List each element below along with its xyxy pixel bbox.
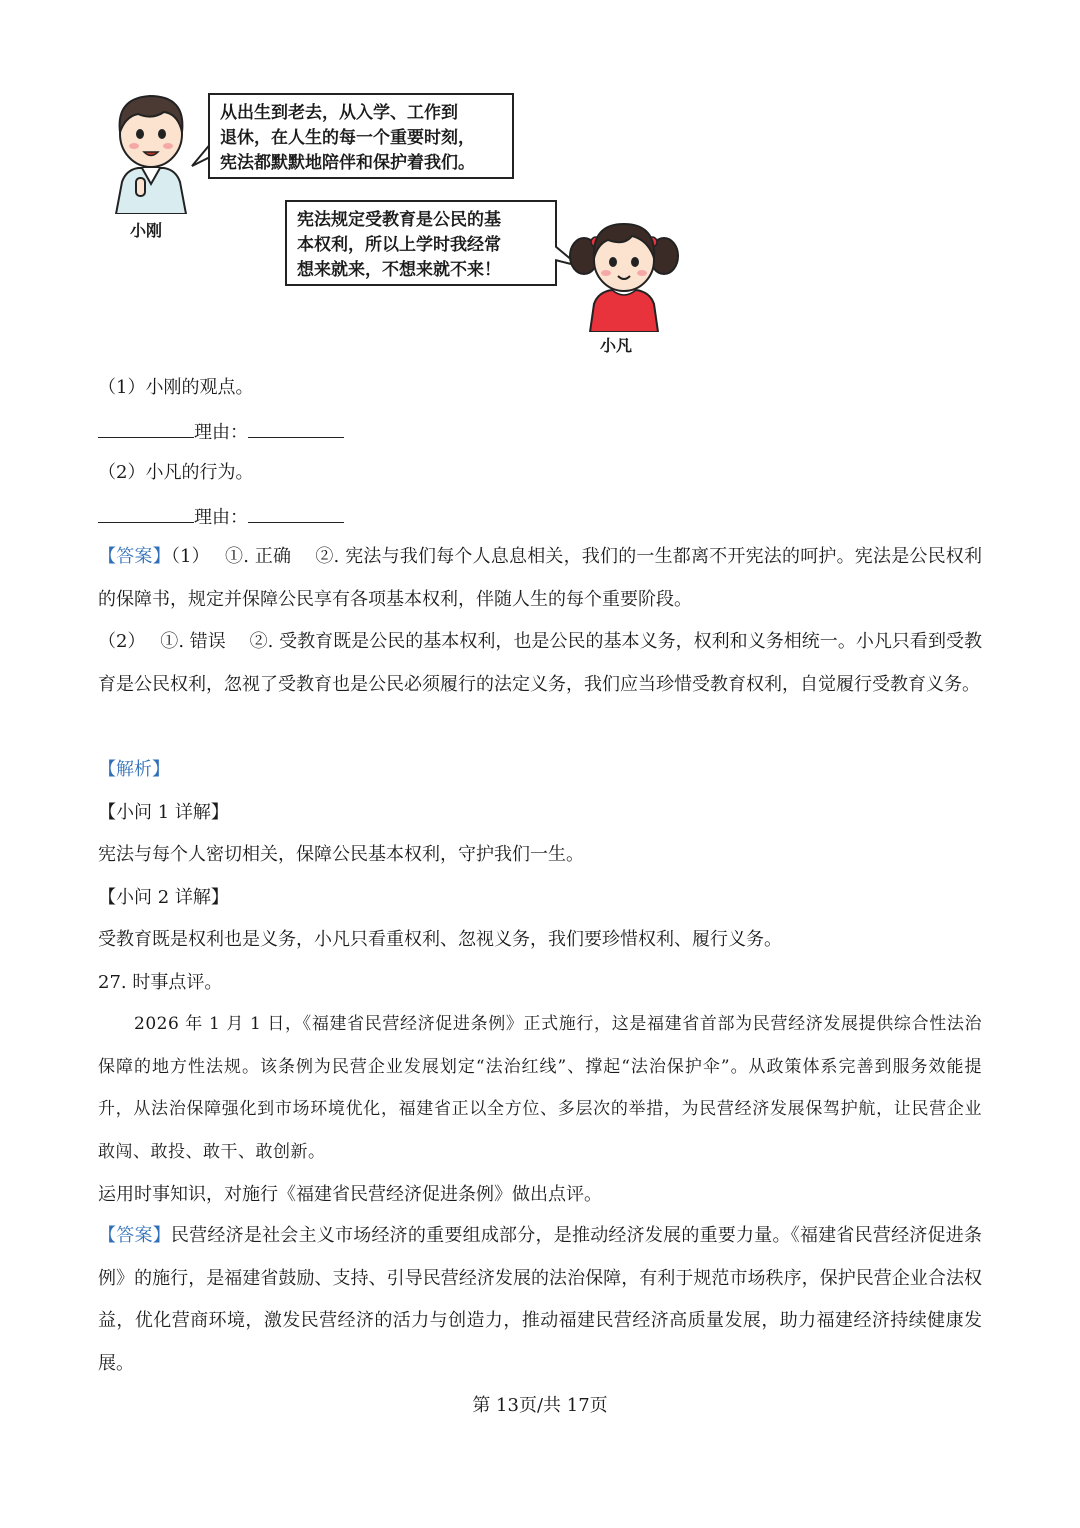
answer-27-text: 民营经济是社会主义市场经济的重要组成部分，是推动经济发展的重要力量。《福建省民营经济促进条例》的施行，是福建省鼓励、支持、引导民营经济发展的法治保障，有利于规范市场秩序，保护民营企业合法权益，优化营商环境，激发民营经济的活力与创造力，推动福建民营经济高质量发展，助力福建经济持续健康发展。 <box>98 1225 983 1374</box>
answer-blank <box>98 504 194 523</box>
answer-27-paragraph <box>98 1215 982 1385</box>
answer-blank <box>248 419 344 438</box>
sub-question-1-text: 宪法与每个人密切相关，保障公民基本权利，守护我们一生。 <box>98 844 584 865</box>
question-1-label: （1）小刚的观点。 <box>98 377 254 398</box>
girl-name: 小凡 <box>600 336 633 355</box>
question-1-reason-line <box>98 419 344 445</box>
answer-1-paragraph <box>98 536 982 621</box>
sub-question-2-title: 【小问 2 详解】 <box>98 887 229 908</box>
answer-tag: 【答案】 <box>98 546 171 567</box>
question-2-label: （2）小凡的行为。 <box>98 462 254 483</box>
sub-question-1-title: 【小问 1 详解】 <box>98 802 229 823</box>
question-27-news: 2026 年 1 月 1 日，《福建省民营经济促进条例》正式施行，这是福建省首部为民营经济发展提供综合性法治保障的地方性法规。该条例为民营企业发展划定“法治红线”、撑起“法治保护伞”。从政策体系完善到服务效能提升，从法治保障强化到市场环境优化，福建省正以全方位、多层次的举措，为民营经济发展保驾护航，让民营企业敢闯、敢投、敢干、敢创新。 <box>98 1014 982 1162</box>
answer-blank <box>248 504 344 523</box>
answer-blank <box>98 419 194 438</box>
boy-illustration <box>108 92 194 214</box>
question-27-title: 27. 时事点评。 <box>98 972 223 993</box>
question-27-prompt: 运用时事知识，对施行《福建省民营经济促进条例》做出点评。 <box>98 1184 602 1205</box>
answer-tag: 【答案】 <box>98 1225 171 1246</box>
answer-1-text: （1） ①. 正确 ②. 宪法与我们每个人息息相关，我们的一生都离不开宪法的呵护。宪法是公民权利的保障书，规定并保障公民享有各项基本权利，伴随人生的每个重要阶段。 <box>98 546 983 610</box>
question-2-reason-line <box>98 504 344 530</box>
reason-label: 理由： <box>194 422 248 443</box>
girl-speech-bubble: 宪法规定受教育是公民的基 本权利，所以上学时我经常 想来就来，不想来就不来！ <box>285 200 557 286</box>
boy-speech-bubble: 从出生到老去，从入学、工作到 退休，在人生的每一个重要时刻， 宪法都默默地陪伴和保护着我们。 <box>208 93 514 179</box>
sub-question-2-text: 受教育既是权利也是义务，小凡只看重权利、忽视义务，我们要珍惜权利、履行义务。 <box>98 929 782 950</box>
page-footer: 第 13页/共 17页 <box>472 1395 608 1416</box>
analysis-tag: 【解析】 <box>98 759 170 780</box>
reason-label: 理由： <box>194 507 248 528</box>
answer-2-paragraph: （2） ①. 错误 ②. 受教育既是公民的基本权利，也是公民的基本义务，权利和义务相统一。小凡只看到受教育是公民权利，忽视了受教育也是公民必须履行的法定义务，我们应当珍惜受教育权利，自觉履行受教育义务。 <box>98 631 982 695</box>
girl-illustration <box>568 216 680 332</box>
boy-name: 小刚 <box>130 221 163 240</box>
